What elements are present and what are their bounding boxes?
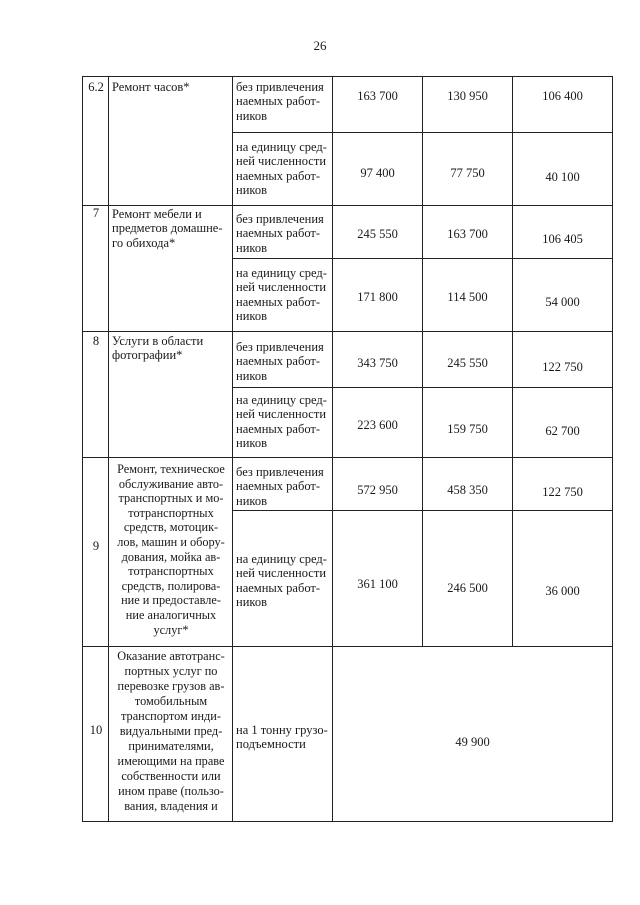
service-name: Ремонт, техническое обслуживание авто- транспортных и мо- тотранспортных средств, мотоцик- лов, машин и обору- дования, мойка ав- тотранспортных средств, полирова- ние и предоставле- ние аналогичных услуг* — [117, 462, 225, 637]
condition-label: на единицу сред- ней численности наемных работ- ников — [236, 266, 327, 323]
value-cell: 40 100 — [545, 170, 580, 184]
condition-label: на единицу сред- ней численности наемных работ- ников — [236, 393, 327, 450]
value-cell: 114 500 — [447, 290, 488, 304]
value-cell: 245 550 — [447, 356, 488, 370]
merged-value-cell: 49 900 — [455, 735, 490, 749]
value-cell: 122 750 — [542, 485, 583, 499]
value-cell: 572 950 — [357, 483, 398, 497]
service-name: Ремонт часов* — [112, 80, 190, 94]
value-cell: 223 600 — [357, 418, 398, 432]
service-name: Оказание автотранс- портных услуг по перевозке грузов ав- томобильным транспортом инди- видуальными пред- принимателями, имеющими на праве собственности или ином праве (пользо- вания, владения и — [117, 649, 225, 813]
row-border — [82, 331, 613, 332]
row-number: 9 — [92, 539, 100, 553]
row-number: 10 — [89, 723, 103, 737]
value-cell: 122 750 — [542, 360, 583, 374]
condition-label: без привлечения наемных работ- ников — [236, 465, 324, 508]
tax-rate-table — [82, 76, 613, 823]
value-cell: 159 750 — [447, 422, 488, 436]
value-cell: 458 350 — [447, 483, 488, 497]
column-divider — [332, 76, 333, 822]
value-cell: 343 750 — [357, 356, 398, 370]
value-cell: 62 700 — [545, 424, 580, 438]
value-cell: 163 700 — [357, 89, 398, 103]
value-cell: 171 800 — [357, 290, 398, 304]
value-cell: 106 400 — [542, 89, 583, 103]
row-number: 8 — [92, 334, 100, 348]
value-cell: 163 700 — [447, 227, 488, 241]
value-cell: 361 100 — [357, 577, 398, 591]
value-cell: 246 500 — [447, 581, 488, 595]
condition-label: на единицу сред- ней численности наемных работ- ников — [236, 552, 327, 609]
value-cell: 106 405 — [542, 232, 583, 246]
row-number: 7 — [92, 206, 100, 220]
value-cell: 36 000 — [545, 584, 580, 598]
condition-label: на единицу сред- ней численности наемных работ- ников — [236, 140, 327, 197]
column-divider — [108, 76, 109, 822]
table-bottom-border — [82, 821, 613, 822]
table-left-border — [82, 76, 83, 822]
service-name: Услуги в области фотографии* — [112, 334, 204, 363]
condition-label: без привлечения наемных работ- ников — [236, 212, 324, 255]
row-border — [82, 646, 613, 647]
row-border — [82, 457, 613, 458]
value-cell: 97 400 — [360, 166, 395, 180]
row-number: 6.2 — [88, 80, 104, 94]
condition-label: без привлечения наемных работ- ников — [236, 80, 324, 123]
service-name: Ремонт мебели и предметов домашне- го обихода* — [112, 207, 223, 250]
row-border — [82, 76, 613, 77]
row-border — [82, 205, 613, 206]
column-divider — [232, 76, 233, 822]
page-number: 26 — [313, 38, 327, 53]
value-cell: 77 750 — [450, 166, 485, 180]
table-right-border — [612, 76, 613, 822]
value-cell: 245 550 — [357, 227, 398, 241]
value-cell: 130 950 — [447, 89, 488, 103]
value-cell: 54 000 — [545, 295, 580, 309]
condition-label: на 1 тонну грузо- подъемности — [236, 723, 328, 752]
condition-label: без привлечения наемных работ- ников — [236, 340, 324, 383]
